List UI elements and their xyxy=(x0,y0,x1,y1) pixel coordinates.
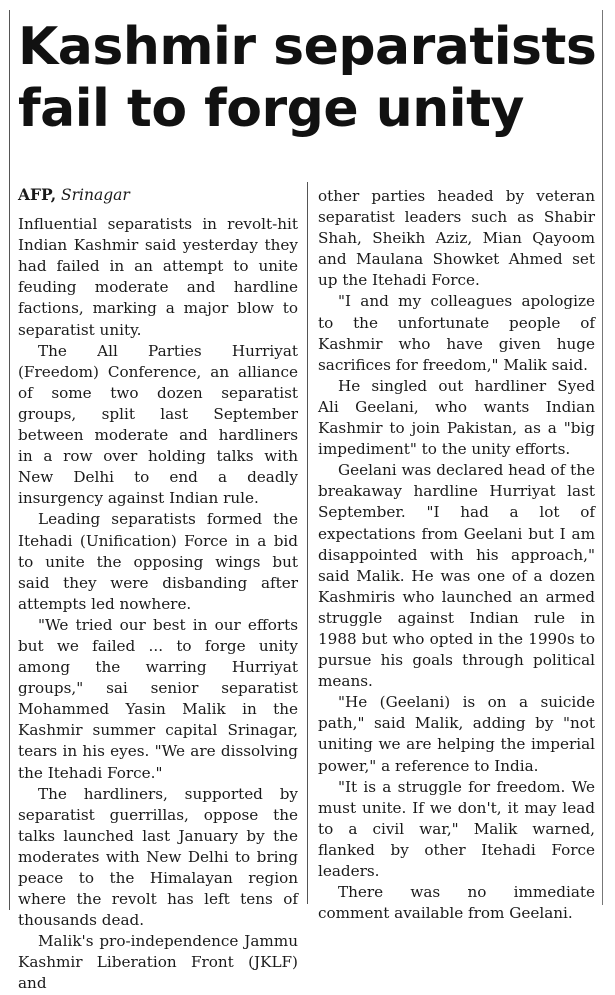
byline-agency: AFP, xyxy=(18,185,57,204)
paragraph: "We tried our best in our efforts but we failed ... to forge unity among the warring Hurriyat groups," sai senior separatist Mohammed Yasin Malik in the Kashmir summer capital Srinagar, tears in his eyes. "We are dissolving the Itehadi Force." xyxy=(18,615,298,782)
paragraph: "It is a struggle for freedom. We must unite. If we don't, it may lead to a civil war," Malik warned, flanked by other Itehadi Force leaders. xyxy=(318,777,595,880)
left-border-rule xyxy=(9,10,10,910)
paragraph: Influential separatists in revolt-hit Indian Kashmir said yesterday they had failed in an attempt to unite feuding moderate and hardline factions, marking a major blow to separatist unity. xyxy=(18,215,298,339)
column-divider xyxy=(307,182,308,904)
paragraph: He singled out hardliner Syed Ali Geelani, who wants Indian Kashmir to join Pakistan, as a "big impediment" to the unity efforts. xyxy=(318,376,595,459)
paragraph: Geelani was declared head of the breakaway hardline Hurriyat last September. "I had a lot of expectations from Geelani but I am disappointed with his approach," said Malik. He was one of a dozen Kashmiris who launched an armed struggle against Indian rule in 1988 but who opted in the 1990s to pursue his goals through political means. xyxy=(318,461,595,691)
paragraph: The All Parties Hurriyat (Freedom) Conference, an alliance of some two dozen separatist groups, split last September between moderate and hardliners in a row over holding talks with New Delhi to end a deadly insurgency against Indian rule. xyxy=(18,341,298,508)
headline: Kashmir separatists fail to forge unity xyxy=(18,17,597,139)
paragraph-continued: other parties headed by veteran separatist leaders such as Shabir Shah, Sheikh Aziz, Mian Qayoom and Maulana Showket Ahmed set up the Itehadi Force. xyxy=(318,187,595,290)
paragraph: "I and my colleagues apologize to the unfortunate people of Kashmir who have given huge sacrifices for freedom," Malik said. xyxy=(318,292,595,374)
paragraph: Leading separatists formed the Itehadi (Unification) Force in a bid to unite the opposing wings but said they were disbanding after attempts led nowhere. xyxy=(18,510,298,613)
byline-location: Srinagar xyxy=(61,186,130,204)
paragraph: There was no immediate comment available from Geelani. xyxy=(318,883,595,923)
right-column xyxy=(318,186,595,924)
right-border-rule xyxy=(602,10,603,905)
left-column xyxy=(18,184,298,995)
paragraph: "He (Geelani) is on a suicide path," said Malik, adding by "not uniting we are helping the imperial power," a reference to India. xyxy=(318,693,595,775)
paragraph: Malik's pro-independence Jammu Kashmir Liberation Front (JKLF) and xyxy=(18,932,298,993)
paragraph: The hardliners, supported by separatist guerrillas, oppose the talks launched last January by the moderates with New Delhi to bring peace to the Himalayan region where the revolt has left tens of thousands dead. xyxy=(18,784,298,930)
byline xyxy=(18,184,298,206)
